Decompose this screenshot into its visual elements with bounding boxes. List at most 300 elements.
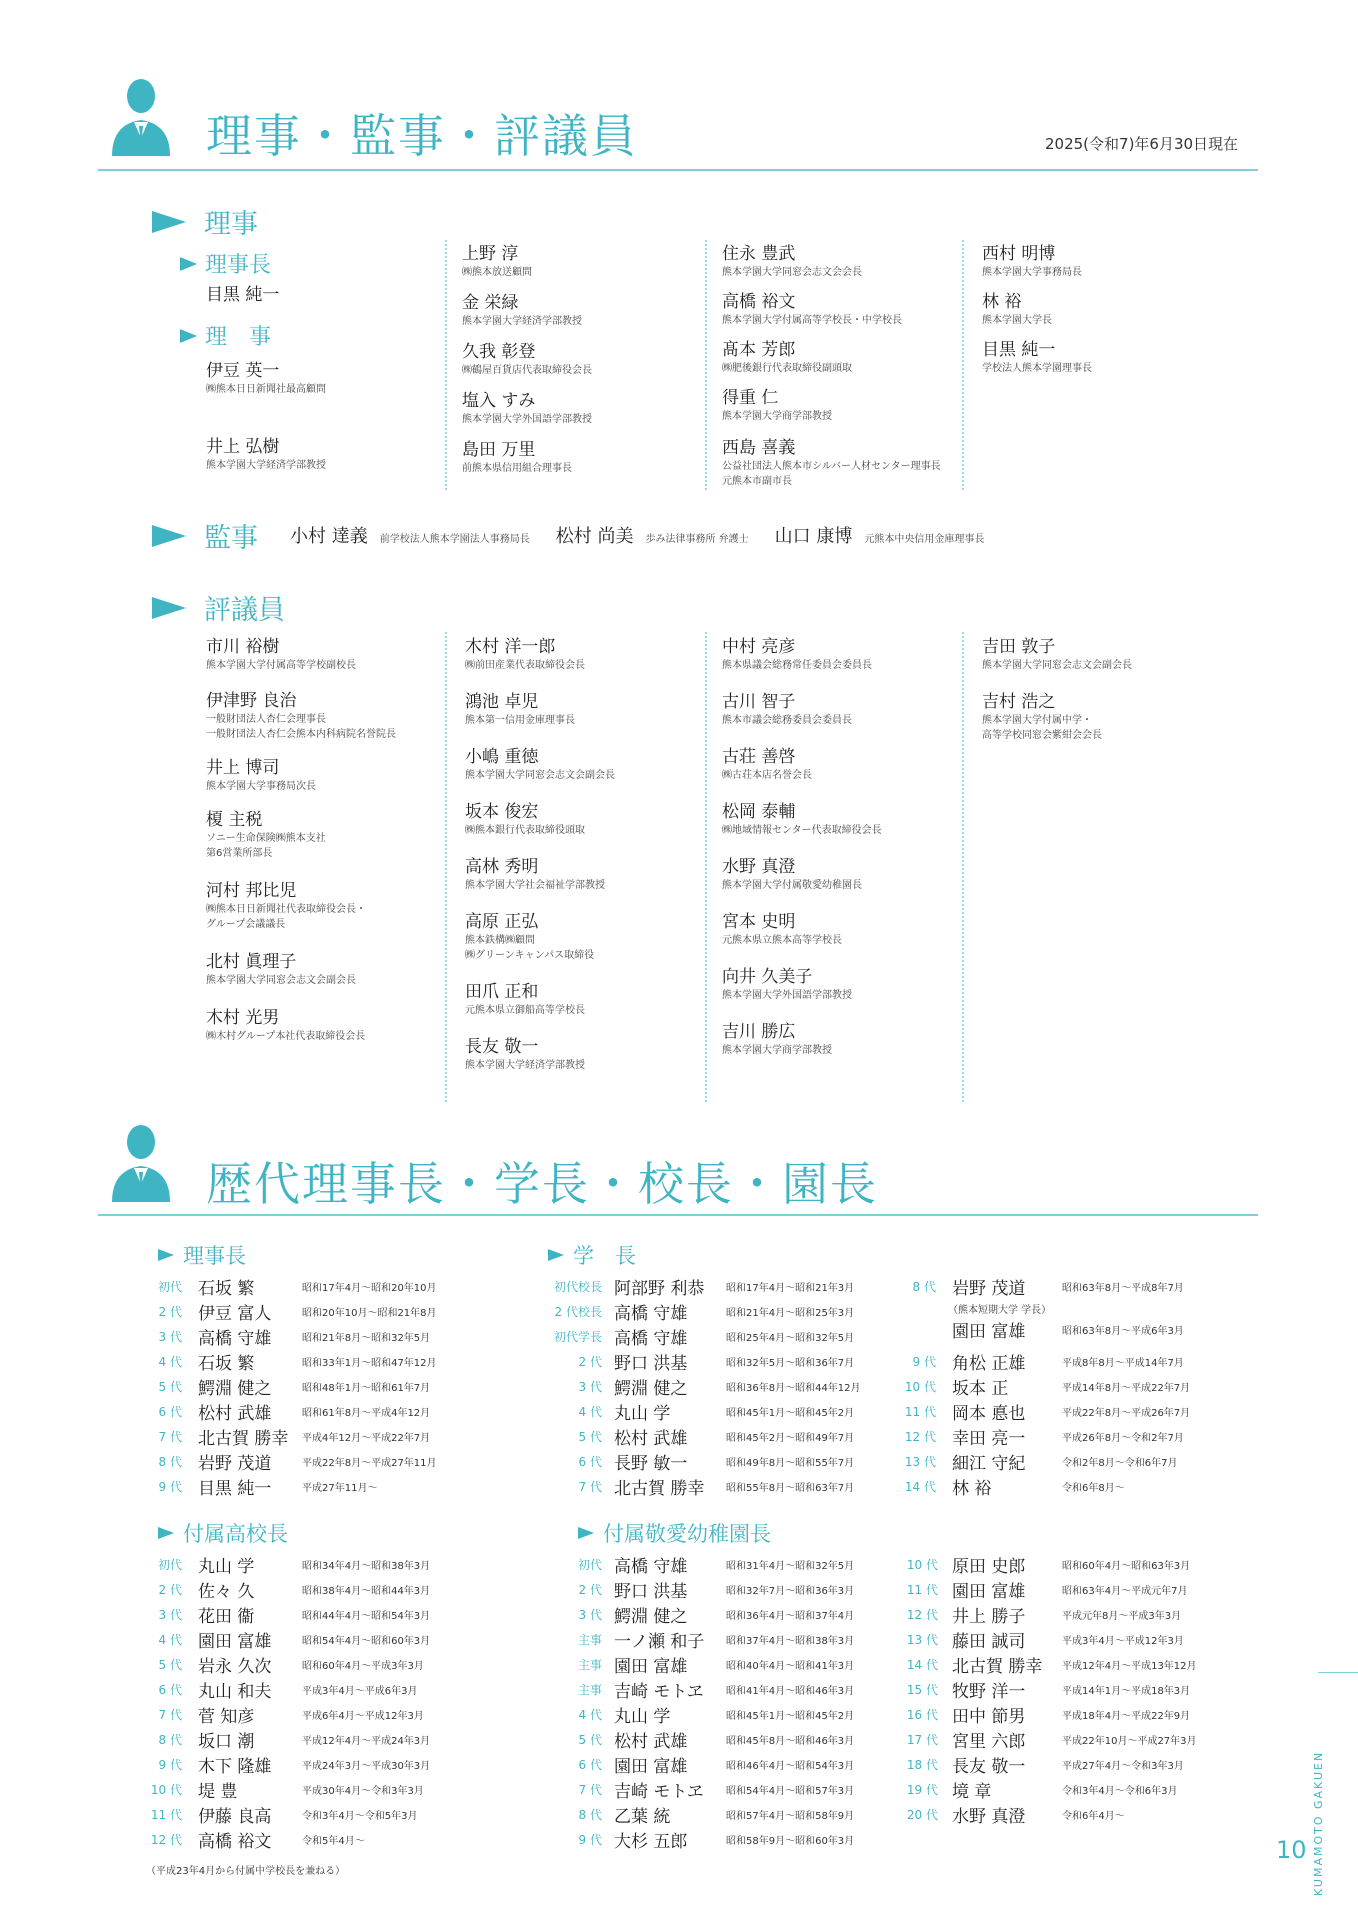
- person-role: 熊本学園大学経済学部教授: [206, 460, 326, 471]
- list-item: [900, 1274, 1240, 1299]
- list-item: [140, 1602, 480, 1627]
- person-name: 中村 亮彦: [722, 637, 796, 657]
- term-period: 令和5年4月～: [302, 1836, 365, 1847]
- person-entry: [462, 439, 592, 488]
- auditor-role: 前学校法人熊本学園法人事務局長: [379, 534, 530, 545]
- person-role: 学校法人熊本学園理事長: [982, 363, 1092, 374]
- generation: 10 代: [906, 1558, 938, 1572]
- list-item: [140, 1324, 480, 1349]
- hist-encho-list-2: [900, 1552, 1240, 1827]
- term-period: 昭和48年1月～昭和61年7月: [302, 1383, 431, 1394]
- generation: 8 代: [578, 1808, 602, 1822]
- person-name: 河村 邦比児: [206, 881, 297, 901]
- person-name: 野口 洪基: [614, 1354, 688, 1374]
- person-name: 高橋 裕文: [198, 1832, 272, 1852]
- person-entry: [722, 911, 882, 966]
- person-name: 島田 万里: [462, 440, 536, 460]
- generation: 8 代: [912, 1280, 936, 1294]
- person-role: ㈱熊本放送顧問: [462, 267, 532, 278]
- generation: 初代校長: [553, 1280, 602, 1294]
- person-name: 丸山 和夫: [198, 1682, 272, 1702]
- page-number: 10: [1276, 1836, 1307, 1864]
- list-item: [900, 1652, 1240, 1677]
- generation: 19 代: [906, 1783, 938, 1797]
- hyogiin-col-1: [206, 636, 396, 1044]
- heading-chairman: 理事長: [180, 248, 271, 279]
- term-period: 平成4年12月～平成22年7月: [302, 1433, 431, 1444]
- person-name: 高林 秀明: [465, 857, 539, 877]
- person-role: ㈱鶴屋百貨店代表取締役会長: [462, 365, 592, 376]
- person-name: 西島 喜義: [722, 438, 796, 458]
- heading-hist-rijicho: 理事長: [158, 1240, 246, 1270]
- person-name: 坂口 潮: [198, 1732, 255, 1752]
- term-period: 平成18年4月～平成22年9月: [1062, 1711, 1191, 1722]
- person-entry: [465, 746, 615, 801]
- person-name: 伊豆 富人: [198, 1304, 272, 1324]
- riji-col-2: [462, 243, 592, 488]
- generation: 初代: [577, 1558, 602, 1572]
- person-role: 熊本第一信用金庫理事長: [465, 715, 575, 726]
- generation: 15 代: [906, 1683, 938, 1697]
- person-entry: [206, 809, 396, 880]
- person-role: 一般財団法人杏仁会理事長: [206, 714, 326, 725]
- generation: 5 代: [578, 1430, 602, 1444]
- person-role: 公益社団法人熊本市シルバー人材センター理事長: [722, 461, 941, 472]
- hist-encho-list: [560, 1552, 900, 1852]
- person-entry: [982, 691, 1132, 743]
- list-item: [560, 1752, 900, 1777]
- list-item: [560, 1577, 900, 1602]
- generation: 7 代: [578, 1480, 602, 1494]
- column-separator: [962, 632, 964, 1102]
- column-separator: [962, 240, 964, 490]
- term-period: 令和3年4月～令和6年3月: [1062, 1786, 1178, 1797]
- person-name: 岩永 久次: [198, 1657, 272, 1677]
- person-entry: [982, 339, 1092, 376]
- person-name: 伊藤 良高: [198, 1807, 272, 1827]
- list-item: [540, 1449, 880, 1474]
- person-name: 鰐淵 健之: [198, 1379, 272, 1399]
- person-name: 小嶋 重徳: [465, 747, 539, 767]
- person-role: 熊本学園大学同窓会志文会副会長: [206, 975, 356, 986]
- auditor-name: 山口 康博: [774, 526, 853, 547]
- term-period: 昭和41年4月～昭和46年3月: [726, 1686, 855, 1697]
- person-name: 高橋 守雄: [614, 1557, 688, 1577]
- hist-gakucho-list: [540, 1274, 880, 1499]
- generation: 2 代: [578, 1355, 602, 1369]
- term-period: 昭和60年4月～昭和63年3月: [1062, 1561, 1191, 1572]
- person-entry: [462, 243, 592, 292]
- list-item: [140, 1474, 480, 1499]
- person-role: 熊本学園大学事務局次長: [206, 781, 316, 792]
- person-name: 高橋 守雄: [614, 1304, 688, 1324]
- list-item: [560, 1702, 900, 1727]
- as-of-date: 2025(令和7)年6月30日現在: [1045, 135, 1239, 153]
- term-period: 令和6年4月～: [1062, 1811, 1125, 1822]
- person-name: 細江 守紀: [952, 1454, 1026, 1474]
- generation: 11 代: [906, 1583, 938, 1597]
- list-item: [140, 1274, 480, 1299]
- brand-text: KUMAMOTO GAKUEN: [1312, 1750, 1325, 1896]
- term-period: 昭和58年9月～昭和60年3月: [726, 1836, 855, 1847]
- person-name: 岩野 茂道: [952, 1279, 1026, 1299]
- term-period: 昭和63年8月～平成8年7月: [1062, 1283, 1184, 1294]
- list-item: [560, 1677, 900, 1702]
- person-name: 高原 正弘: [465, 912, 539, 932]
- term-period: 平成6年4月～平成12年3月: [302, 1711, 424, 1722]
- person-name: 松村 武雄: [614, 1732, 688, 1752]
- generation: 9 代: [578, 1833, 602, 1847]
- list-item: [560, 1827, 900, 1852]
- list-item: [140, 1827, 480, 1852]
- generation: 4 代: [578, 1405, 602, 1419]
- list-item: [540, 1299, 880, 1324]
- person-name: 吉崎 モトヱ: [614, 1782, 704, 1802]
- term-period: 平成27年11月～: [302, 1483, 378, 1494]
- riji-col-3: [722, 243, 941, 489]
- term-period: 昭和45年1月～昭和45年2月: [726, 1711, 855, 1722]
- list-item: [560, 1652, 900, 1677]
- generation: 4 代: [578, 1708, 602, 1722]
- generation: 3 代: [578, 1608, 602, 1622]
- heading-kanji: 監事: [152, 516, 258, 555]
- person-name: 岩野 茂道: [198, 1454, 272, 1474]
- list-item: [140, 1399, 480, 1424]
- person-name: 木下 隆雄: [198, 1757, 272, 1777]
- person-role: 元熊本市副市長: [722, 476, 792, 487]
- list-item: [140, 1374, 480, 1399]
- term-period: 昭和54年4月～昭和57年3月: [726, 1786, 855, 1797]
- person-name: 園田 富雄: [614, 1657, 688, 1677]
- generation: 2 代: [158, 1583, 182, 1597]
- heading-hyogiin: 評議員: [152, 588, 285, 627]
- person-entry: [722, 691, 882, 746]
- person-name: 塩入 すみ: [462, 391, 536, 411]
- person-entry: [722, 1021, 882, 1058]
- person-name: 林 裕: [952, 1479, 992, 1499]
- generation: 9 代: [158, 1480, 182, 1494]
- person-name: 藤田 誠司: [952, 1632, 1026, 1652]
- person-name: 宮本 史明: [722, 912, 796, 932]
- term-period: 昭和37年4月～昭和38年3月: [726, 1636, 855, 1647]
- term-period: 平成12年4月～平成24年3月: [302, 1736, 431, 1747]
- term-period: 平成14年8月～平成22年7月: [1062, 1383, 1191, 1394]
- list-item: [140, 1424, 480, 1449]
- person-name: 佐々 久: [198, 1582, 255, 1602]
- person-name: 井上 博司: [206, 758, 280, 778]
- generation: 9 代: [912, 1355, 936, 1369]
- term-period: 昭和34年4月～昭和38年3月: [302, 1561, 431, 1572]
- person-name: 木村 洋一郎: [465, 637, 556, 657]
- list-item: [900, 1474, 1240, 1499]
- person-name: 目黒 純一: [198, 1479, 272, 1499]
- heading-board-member: 理 事: [180, 320, 271, 351]
- column-separator: [705, 240, 707, 490]
- list-item: [560, 1552, 900, 1577]
- person-name: 鰐淵 健之: [614, 1379, 688, 1399]
- list-item: [560, 1777, 900, 1802]
- person-name: 鴻池 卓児: [465, 692, 539, 712]
- person-role: 熊本学園大学同窓会志文会会長: [722, 267, 862, 278]
- generation: 6 代: [158, 1683, 182, 1697]
- person-name: 得重 仁: [722, 388, 779, 408]
- hyogiin-col-3: [722, 636, 882, 1058]
- person-entry: [206, 690, 396, 757]
- generation: 12 代: [904, 1430, 936, 1444]
- person-name: 金 栄緑: [462, 293, 519, 313]
- person-entry: [465, 801, 615, 856]
- list-item: [140, 1777, 480, 1802]
- auditor-role: 元熊本中央信用金庫理事長: [864, 534, 985, 545]
- person-name: 吉村 浩之: [982, 692, 1056, 712]
- person-role: 熊本学園大学商学部教授: [722, 411, 832, 422]
- generation: 9 代: [158, 1758, 182, 1772]
- list-item: [900, 1349, 1240, 1374]
- person-entry: [465, 691, 615, 746]
- list-item: [900, 1424, 1240, 1449]
- term-period: 昭和33年1月～昭和47年12月: [302, 1358, 437, 1369]
- person-role: 元熊本県立御船高等学校長: [465, 1005, 585, 1016]
- generation: 2 代: [158, 1305, 182, 1319]
- person-role: 第6営業所部長: [206, 848, 273, 859]
- person-entry: [722, 801, 882, 856]
- person-role: 一般財団法人杏仁会熊本内科病院名誉院長: [206, 729, 396, 740]
- person-role: ㈱熊本銀行代表取締役頭取: [465, 825, 585, 836]
- person-name: 乙葉 統: [614, 1807, 671, 1827]
- person-name: 久我 彰登: [462, 342, 536, 362]
- person-name: 角松 正雄: [952, 1354, 1026, 1374]
- term-period: 昭和38年4月～昭和44年3月: [302, 1586, 431, 1597]
- term-period: 平成22年10月～平成27年3月: [1062, 1736, 1197, 1747]
- person-entry: [206, 880, 396, 951]
- list-item: [900, 1602, 1240, 1627]
- list-item: [900, 1399, 1240, 1424]
- person-name: 長友 敬一: [465, 1037, 539, 1057]
- list-item: [900, 1777, 1240, 1802]
- person-role: 熊本市議会総務委員会委員長: [722, 715, 852, 726]
- person-role: 熊本学園大学経済学部教授: [462, 316, 582, 327]
- list-item: [540, 1474, 880, 1499]
- list-item: [540, 1374, 880, 1399]
- list-item: [140, 1677, 480, 1702]
- person-name: 伊豆 英一: [206, 361, 280, 381]
- list-item: [560, 1602, 900, 1627]
- person-role: 熊本学園大学商学部教授: [722, 1045, 832, 1056]
- person-entry: [206, 436, 326, 473]
- generation: 2 代校長: [554, 1305, 602, 1319]
- generation: 主事: [577, 1658, 602, 1672]
- generation: 14 代: [906, 1658, 938, 1672]
- section-title-directors: 理事・監事・評議員: [206, 109, 638, 163]
- list-item: [540, 1274, 880, 1299]
- person-role: 熊本学園大学付属中学・: [982, 715, 1092, 726]
- term-period: 昭和20年10月～昭和21年8月: [302, 1308, 437, 1319]
- person-entry: [722, 243, 941, 291]
- term-period: 平成27年4月～令和3年3月: [1062, 1761, 1184, 1772]
- person-entry: [982, 636, 1132, 691]
- term-period: 昭和32年5月～昭和36年7月: [726, 1358, 855, 1369]
- person-name: 田中 節男: [952, 1707, 1026, 1727]
- generation: 8 代: [158, 1455, 182, 1469]
- person-name: 井上 勝子: [952, 1607, 1026, 1627]
- auditor-role: 歩み法律事務所 弁護士: [645, 534, 749, 545]
- term-period: 令和6年8月～: [1062, 1483, 1125, 1494]
- hyogiin-col-2: [465, 636, 615, 1073]
- person-name: 園田 富雄: [952, 1582, 1026, 1602]
- person-role: 熊本学園大学外国語学部教授: [462, 414, 592, 425]
- heading-riji: 理事: [152, 202, 258, 241]
- list-item: [900, 1702, 1240, 1727]
- person-entry: [462, 390, 592, 439]
- list-item: [900, 1727, 1240, 1752]
- person-name: 吉川 勝広: [722, 1022, 796, 1042]
- chairman-name: 目黒 純一: [206, 285, 280, 305]
- note: （熊本短期大学 学長）: [948, 1305, 1052, 1316]
- generation: 3 代: [158, 1608, 182, 1622]
- list-item: [140, 1652, 480, 1677]
- person-name: 坂本 俊宏: [465, 802, 539, 822]
- person-name: 木村 光男: [206, 1008, 280, 1028]
- term-period: 昭和21年8月～昭和32年5月: [302, 1333, 431, 1344]
- term-period: 昭和36年8月～昭和44年12月: [726, 1383, 861, 1394]
- person-name: 岡本 悳也: [952, 1404, 1026, 1424]
- term-period: 昭和17年4月～昭和20年10月: [302, 1283, 437, 1294]
- person-entry: [462, 292, 592, 341]
- term-period: 平成8年8月～平成14年7月: [1062, 1358, 1184, 1369]
- generation: 12 代: [150, 1833, 182, 1847]
- person-entry: [722, 339, 941, 387]
- generation: 4 代: [158, 1633, 182, 1647]
- generation: 7 代: [158, 1708, 182, 1722]
- person-role: 熊本学園大学同窓会志文会副会長: [465, 770, 615, 781]
- person-entry: [465, 911, 615, 981]
- auditor-list: [290, 522, 1010, 548]
- person-name: 吉田 敦子: [982, 637, 1056, 657]
- term-period: 平成22年8月～平成26年7月: [1062, 1408, 1191, 1419]
- person-role: 熊本学園大学経済学部教授: [465, 1060, 585, 1071]
- person-name: 水野 真澄: [952, 1807, 1026, 1827]
- person-entry: [982, 243, 1092, 291]
- term-period: 平成24年3月～平成30年3月: [302, 1761, 431, 1772]
- person-entry: [465, 856, 615, 911]
- person-role: ㈱熊本日日新聞社代表取締役会長・: [206, 904, 366, 915]
- term-period: 昭和25年4月～昭和32年5月: [726, 1333, 855, 1344]
- person-entry: [722, 291, 941, 339]
- person-role: 元熊本県立熊本高等学校長: [722, 935, 842, 946]
- person-name: 菅 知彦: [198, 1707, 255, 1727]
- term-period: 令和3年4月～令和5年3月: [302, 1811, 418, 1822]
- term-period: 昭和36年4月～昭和37年4月: [726, 1611, 855, 1622]
- person-role: 高等学校同窓会紫紺会会長: [982, 730, 1102, 741]
- section-divider: [98, 169, 1258, 171]
- term-period: 昭和63年8月～平成6年3月: [1062, 1326, 1184, 1337]
- term-period: 昭和21年4月～昭和25年3月: [726, 1308, 855, 1319]
- hist-rijicho-list: [140, 1274, 480, 1499]
- person-name: 松岡 泰輔: [722, 802, 796, 822]
- person-entry: [722, 636, 882, 691]
- person-name: 住永 豊武: [722, 244, 796, 264]
- generation: 20 代: [906, 1808, 938, 1822]
- term-period: 平成3年4月～平成6年3月: [302, 1686, 418, 1697]
- person-name: 松村 武雄: [614, 1429, 688, 1449]
- generation: 初代: [157, 1280, 182, 1294]
- generation: 主事: [577, 1683, 602, 1697]
- generation: 初代学長: [553, 1330, 602, 1344]
- person-role: 熊本鉄構㈱顧問: [465, 935, 535, 946]
- generation: 2 代: [578, 1583, 602, 1597]
- person-role: グループ会議議長: [206, 919, 286, 930]
- list-item: [900, 1577, 1240, 1602]
- person-name: 丸山 学: [614, 1404, 671, 1424]
- term-period: 昭和31年4月～昭和32年5月: [726, 1561, 855, 1572]
- person-role: 熊本学園大学付属敬愛幼稚園長: [722, 880, 862, 891]
- generation: 10 代: [904, 1380, 936, 1394]
- section-divider: [98, 1214, 1258, 1216]
- person-entry: [722, 966, 882, 1021]
- person-entry: [465, 636, 615, 691]
- person-name: 宮里 六郎: [952, 1732, 1026, 1752]
- person-icon: [110, 76, 172, 156]
- person-entry: [722, 856, 882, 911]
- riji-col-1: [206, 360, 326, 473]
- person-name: 吉崎 モトヱ: [614, 1682, 704, 1702]
- person-name: 花田 衞: [198, 1607, 255, 1627]
- generation: 5 代: [158, 1380, 182, 1394]
- list-item: [140, 1802, 480, 1827]
- term-period: 昭和45年1月～昭和45年2月: [726, 1408, 855, 1419]
- column-separator: [445, 240, 447, 490]
- person-role: 熊本学園大学長: [982, 315, 1052, 326]
- person-name: 田爪 正和: [465, 982, 539, 1002]
- person-role: ㈱グリーンキャンパス取締役: [465, 950, 595, 961]
- person-role: ㈱古荘本店名誉会長: [722, 770, 812, 781]
- person-name: 高橋 裕文: [722, 292, 796, 312]
- term-period: 昭和44年4月～昭和54年3月: [302, 1611, 431, 1622]
- generation: 5 代: [158, 1658, 182, 1672]
- term-period: 昭和63年4月～平成元年7月: [1062, 1586, 1188, 1597]
- hist-gakucho-list-2: [900, 1274, 1240, 1499]
- person-name: 松村 武雄: [198, 1404, 272, 1424]
- list-item: [560, 1802, 900, 1827]
- generation: 10 代: [150, 1783, 182, 1797]
- person-name: 目黒 純一: [982, 340, 1056, 360]
- person-name: 古川 智子: [722, 692, 796, 712]
- person-entry: [206, 1007, 396, 1044]
- side-rule: [1318, 1672, 1358, 1673]
- list-item: [140, 1577, 480, 1602]
- list-item: [140, 1727, 480, 1752]
- person-name: 伊津野 良治: [206, 691, 297, 711]
- person-role: 熊本学園大学事務局長: [982, 267, 1082, 278]
- person-role: ㈱前田産業代表取締役会長: [465, 660, 585, 671]
- person-name: 石坂 繁: [198, 1279, 255, 1299]
- term-period: 昭和40年4月～昭和41年3月: [726, 1661, 855, 1672]
- term-period: 平成12年4月～平成13年12月: [1062, 1661, 1197, 1672]
- person-entry: [206, 636, 396, 690]
- person-role: ㈱木村グループ本社代表取締役会長: [206, 1031, 366, 1042]
- list-item: [140, 1349, 480, 1374]
- person-role: 熊本学園大学外国語学部教授: [722, 990, 852, 1001]
- list-item: [140, 1627, 480, 1652]
- person-role: 熊本学園大学同窓会志文会副会長: [982, 660, 1132, 671]
- list-item: [900, 1752, 1240, 1777]
- person-name: 丸山 学: [614, 1707, 671, 1727]
- list-item: [900, 1552, 1240, 1577]
- generation: 6 代: [578, 1758, 602, 1772]
- list-item: [140, 1449, 480, 1474]
- generation: 13 代: [904, 1455, 936, 1469]
- list-item: [900, 1627, 1240, 1652]
